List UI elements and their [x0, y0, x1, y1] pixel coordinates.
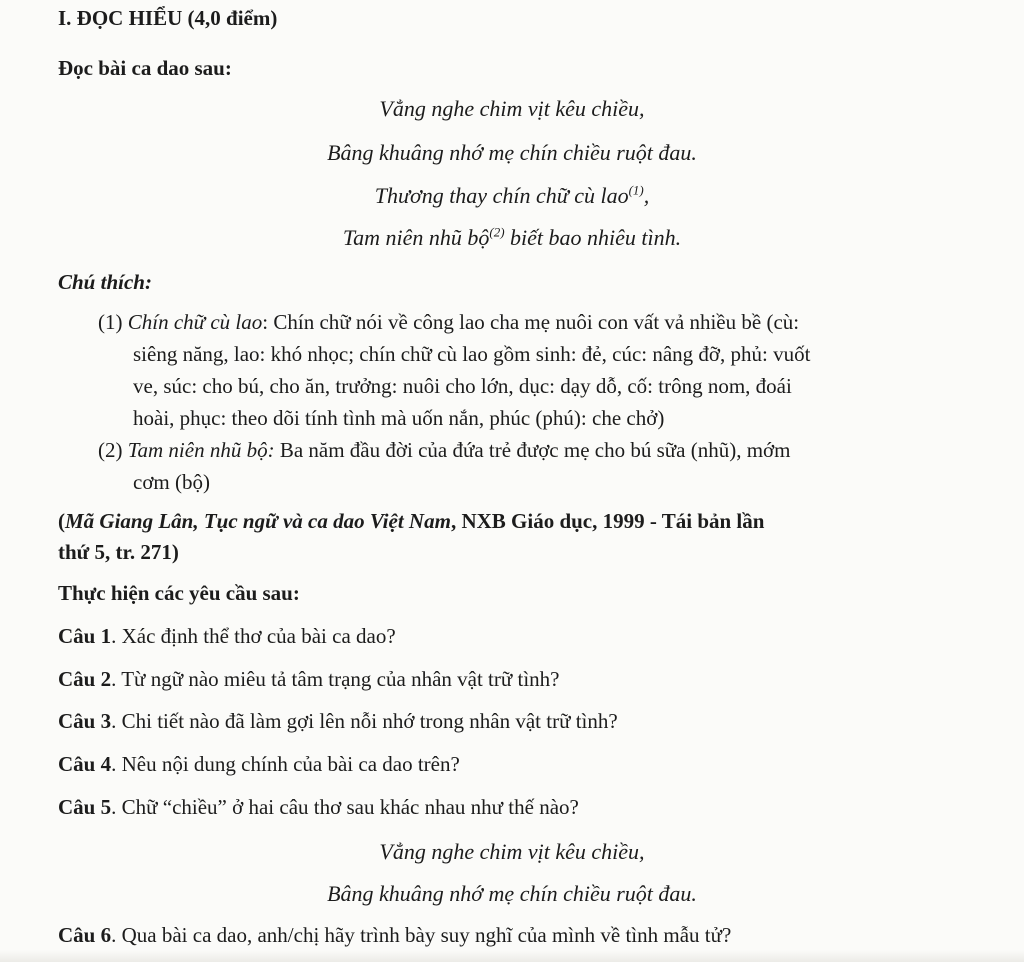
question-5	[58, 795, 579, 819]
footnote-1-line-3: ve, súc: cho bú, cho ăn, trưởng: nuôi cho lớn, dục: dạy dỗ, cố: trông nom, đoái	[133, 374, 792, 398]
question-4	[58, 752, 460, 776]
question-1-label: Câu 1	[58, 624, 112, 648]
question-6	[58, 923, 731, 947]
footnote-1-line-2: siêng năng, lao: khó nhọc; chín chữ cù lao gồm sinh: đẻ, cúc: nâng đỡ, phủ: vuốt	[133, 342, 811, 366]
question-2	[58, 667, 560, 691]
question-2-label: Câu 2	[58, 667, 112, 691]
tasks-title: Thực hiện các yêu cầu sau:	[58, 581, 300, 605]
source-publisher: , NXB Giáo dục, 1999 - Tái bản lần	[450, 509, 765, 533]
source-author-title: Mã Giang Lân, Tục ngữ và ca dao Việt Nam	[65, 509, 451, 533]
poem-line-3-end: ,	[643, 183, 650, 208]
question-2-text: . Từ ngữ nào miêu tả tâm trạng của nhân vật trữ tình?	[111, 667, 560, 691]
poem-line-1: Vẳng nghe chim vịt kêu chiều,	[379, 96, 645, 121]
source-line-2: thứ 5, tr. 271)	[58, 540, 179, 564]
poem-line-3	[0, 183, 1024, 208]
poem-line-4-start: Tam niên nhũ bộ	[342, 225, 490, 250]
quote-line-1: Vẳng nghe chim vịt kêu chiều,	[379, 839, 645, 864]
footnote-1-line-4: hoài, phục: theo dõi tính tình mà uốn nắn, phúc (phú): che chở)	[133, 406, 665, 430]
poem-line-4-end: biết bao nhiêu tình.	[504, 225, 682, 250]
source-open: (	[58, 509, 65, 533]
question-3-label: Câu 3	[58, 709, 112, 733]
footnote-2-line-1	[98, 438, 790, 462]
section-heading: I. ĐỌC HIỂU (4,0 điểm)	[58, 6, 278, 30]
question-4-label: Câu 4	[58, 752, 112, 776]
footnote-ref-1: (1)	[628, 182, 644, 198]
poem-line-2: Bâng khuâng nhớ mẹ chín chiều ruột đau.	[327, 140, 697, 165]
footnote-2-term: Tam niên nhũ bộ:	[127, 438, 275, 462]
notes-title: Chú thích:	[58, 270, 152, 294]
footnote-2-text: Ba năm đầu đời của đứa trẻ được mẹ cho bú sữa (nhũ), mớm	[274, 438, 791, 462]
footnote-1-term: Chín chữ cù lao	[127, 310, 263, 334]
question-6-text: . Qua bài ca dao, anh/chị hãy trình bày suy nghĩ của mình về tình mẫu tử?	[111, 923, 732, 947]
poem-line-4	[0, 225, 1024, 250]
intro-text: Đọc bài ca dao sau:	[58, 56, 232, 80]
footnote-1-number: (1)	[98, 310, 128, 334]
footnote-1-text: : Chín chữ nói về công lao cha mẹ nuôi con vất vả nhiều bề (cù:	[262, 310, 800, 334]
question-3-text: . Chi tiết nào đã làm gợi lên nỗi nhớ trong nhân vật trữ tình?	[111, 709, 618, 733]
question-1-text: . Xác định thể thơ của bài ca dao?	[111, 624, 396, 648]
footnote-1-line-1	[98, 310, 799, 334]
footnote-2-line-2: cơm (bộ)	[133, 470, 210, 494]
question-1	[58, 624, 396, 648]
page-bottom-edge	[0, 950, 1024, 962]
question-5-text: . Chữ “chiều” ở hai câu thơ sau khác nhau như thế nào?	[111, 795, 579, 819]
question-4-text: . Nêu nội dung chính của bài ca dao trên?	[111, 752, 460, 776]
footnote-2-number: (2)	[98, 438, 128, 462]
quote-line-2: Bâng khuâng nhớ mẹ chín chiều ruột đau.	[327, 881, 697, 906]
poem-line-3-text: Thương thay chín chữ cù lao	[374, 183, 629, 208]
question-6-label: Câu 6	[58, 923, 112, 947]
source-line-1	[58, 509, 764, 533]
question-3	[58, 709, 618, 733]
footnote-ref-2: (2)	[489, 224, 505, 240]
question-5-label: Câu 5	[58, 795, 112, 819]
